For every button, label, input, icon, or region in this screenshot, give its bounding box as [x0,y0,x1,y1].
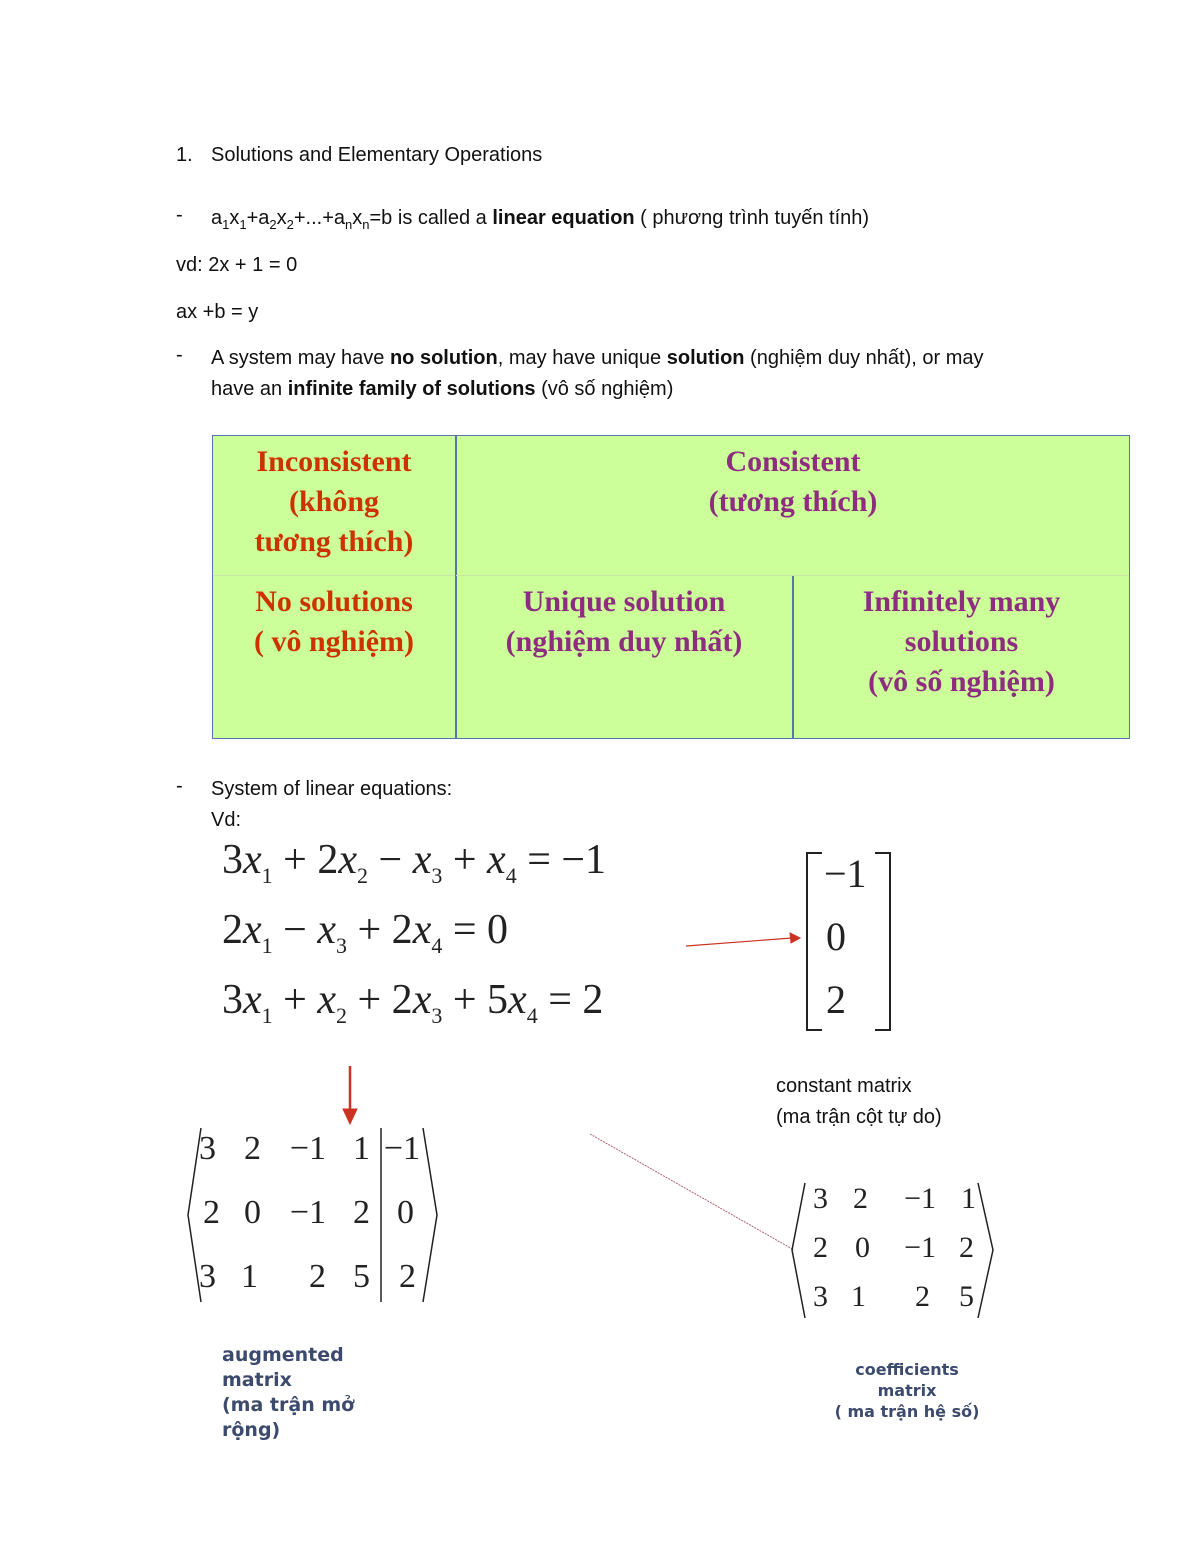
text-span: A system may have [211,347,390,369]
matrix-entry: 1 [851,1280,866,1313]
bullet-dash: - [176,344,183,366]
equation-3: $3x_1 + x_2 + 2x_3 + 5x_4 = 2$ [222,977,604,1028]
arrow-head [343,1109,357,1124]
infinite-family-term: infinite family of solutions [287,378,536,400]
matrix-entry: 2 [244,1130,261,1167]
matrix-entry: 5 [353,1258,370,1295]
example-line-1: vd: 2x + 1 = 0 [176,254,298,276]
matrix-entry: 2 [853,1182,868,1215]
matrix-entry: 3 [199,1130,216,1167]
text-span: (vô số nghiệm) [535,378,674,400]
matrix-entry: 3 [813,1182,828,1215]
augmented-matrix [196,1130,436,1300]
system-heading: System of linear equations: [211,778,453,800]
matrix-entry: −1 [383,1130,420,1167]
arrow-head [790,933,800,943]
matrix-entry: 2 [203,1194,220,1231]
matrix-entry: 0 [855,1231,870,1264]
matrix-entry: 1 [353,1130,370,1167]
consistent-cell: Consistent (tương thích) [708,445,878,518]
example-line-2: ax +b = y [176,301,259,323]
label-line: ( ma trận hệ số) [834,1402,980,1421]
matrix-entry: −1 [904,1182,936,1215]
matrix-entry: 3 [813,1280,828,1313]
equation-2: $2x_1 - x_3 + 2x_4 = 0$ [222,907,509,958]
matrix-entry: 1 [961,1182,976,1215]
infinitely-many-cell: Infinitely many solutions (vô số nghiệm) [862,585,1061,698]
linear-equation-term: linear equation [492,207,635,229]
inconsistent-cell: Inconsistent (không tương thích) [254,445,414,558]
augmented-matrix-label [222,1343,354,1443]
no-solutions-cell: No solutions ( vô nghiệm) [254,585,414,658]
arrow-to-constant-matrix [686,938,792,946]
section-number: 1. [176,144,193,166]
matrix-entry: 2 [915,1280,930,1313]
matrix-entry: 2 [813,1231,828,1264]
equation-1: $3x_1 + 2x_2 - x_3 + x_4 = -1$ [222,837,607,888]
label-line: matrix [222,1369,292,1391]
matrix-entry: 5 [959,1280,974,1313]
matrix-entry: 2 [959,1231,974,1264]
constant-matrix-label: constant matrix [776,1075,912,1097]
section-title: Solutions and Elementary Operations [211,144,543,166]
left-angle-bracket [792,1183,805,1318]
matrix-entry: 2 [399,1258,416,1295]
coefficients-matrix-label [830,1359,984,1422]
label-line: rộng) [222,1419,281,1441]
unique-solution-cell: Unique solution (nghiệm duy nhất) [505,585,743,658]
matrix-entry: 0 [244,1194,261,1231]
linear-equation-formula: $a_1x_1+a_2x_2+...+a_nx_n=b$ [211,207,393,232]
matrix-entry: −1 [824,851,867,896]
matrix-entry: 1 [241,1258,258,1295]
coefficients-matrix [806,1182,986,1322]
matrix-entry: −1 [289,1130,326,1167]
label-line: augmented [222,1344,344,1366]
text-span: (nghiệm duy nhất), or may [744,347,984,369]
constant-matrix [820,850,880,1030]
matrix-entry: 0 [397,1194,414,1231]
matrix-entry: 0 [826,914,846,959]
is-called-text: is called a [392,207,493,229]
matrix-entry: 2 [353,1194,370,1231]
matrix-entry: 2 [309,1258,326,1295]
matrix-entry: 3 [199,1258,216,1295]
constant-matrix-translation: (ma trận cột tự do) [776,1106,942,1128]
bullet-dash: - [176,775,183,797]
text-span: , may have unique [497,347,667,369]
linear-equation-translation: ( phương trình tuyến tính) [634,207,870,229]
matrix-entry: −1 [904,1231,936,1264]
text-span: have an [211,378,288,400]
vd-label: Vd: [211,809,242,831]
matrix-entry: −1 [289,1194,326,1231]
label-line: (ma trận mở [222,1394,355,1416]
label-line: coefficients matrix [855,1360,959,1400]
solution-term: solution [666,347,745,369]
no-solution-term: no solution [389,347,498,369]
matrix-entry: 2 [826,977,846,1022]
bullet-dash: - [176,204,183,226]
line-to-coefficients-matrix [590,1134,794,1250]
